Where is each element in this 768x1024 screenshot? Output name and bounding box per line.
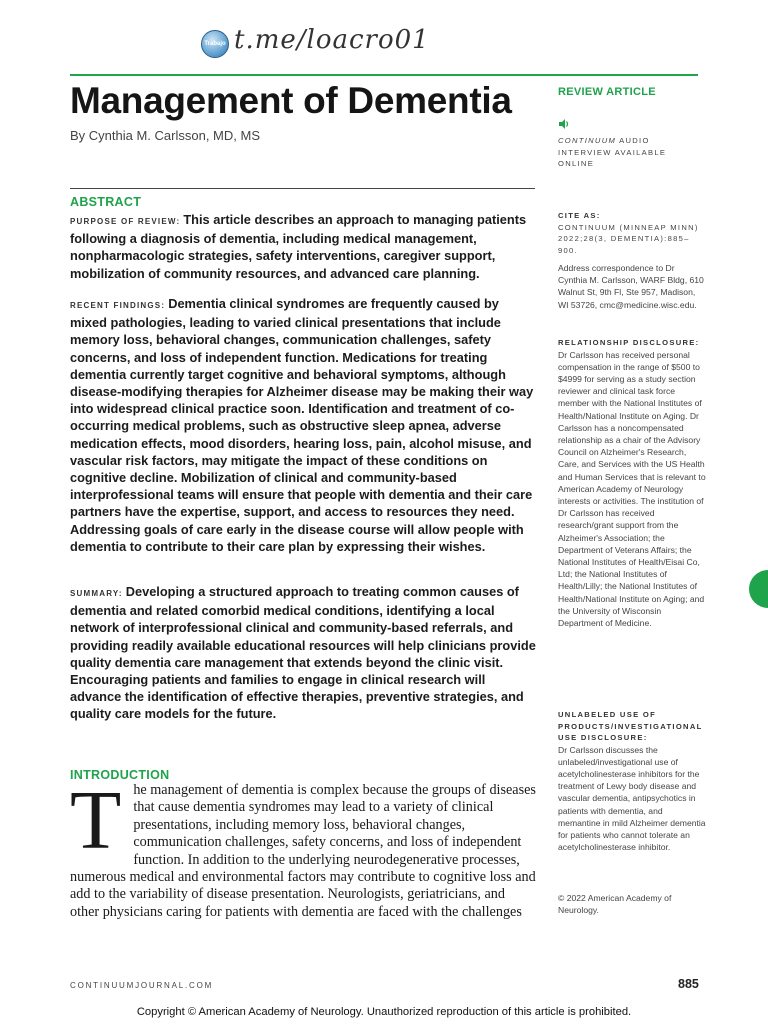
unlabeled-text: Dr Carlsson discusses the unlabeled/investigational use of acetylcholinesterase inhibitors for the treatment of Lewy body disease and vascular dementia, antipsychotics in patients with dementia, and memantine in mild Alzheimer dementia for patients who cannot tolerate an acetylcholinesterase inhibitor. <box>558 744 706 853</box>
cite-line-1: CONTINUUM (MINNEAP MINN) <box>558 222 699 232</box>
audio-line-2: INTERVIEW AVAILABLE <box>558 147 667 157</box>
audio-line-1: AUDIO <box>616 136 650 145</box>
abstract-heading: ABSTRACT <box>70 195 142 209</box>
watermark-text: t.me/loacro01 <box>234 25 430 55</box>
cite-line-2: 2022;28(3, DEMENTIA):885–900. <box>558 234 690 255</box>
audio-journal-name: CONTINUUM <box>558 136 617 145</box>
purpose-text: This article describes an approach to managing patients following a diagnosis of dementia, including medical management, nonpharmacologic strategies, safety interventions, caregiver support, mobilization of community resources, and advanced care planning. <box>70 212 527 281</box>
introduction-heading: INTRODUCTION <box>70 768 170 782</box>
findings-text: Dementia clinical syndromes are frequently caused by mixed pathologies, leading to varied clinical presentations that include memory loss, behavioral changes, communication challenges, safety concerns, and loss of independent function. Medications for treating dementia currently target cognitive and behavioral symptoms, although disease-modifying therapies for Alzheimer disease may be making their way into widespread clinical practice soon. Identification and treatment of co-occurring medical problems, such as obstructive sleep apnea, adverse medication effects, mood disorders, hearing loss, pain, alcohol misuse, and vascular risk factors, may mitigate the impact of these conditions on cognitive decline. Mobilization of clinical and community-based interprofessional teams will ensure that people with dementia and their care partners have the expertise, support, and access to resources they need. Addressing goals of care early in the disease course will allow people with dementia to contribute to their care plan by expressing their wishes. <box>70 296 534 554</box>
relationship-text: Dr Carlsson has received personal compensation in the range of $500 to $4999 for serving as a study section reviewer and clinical task force member with the National Institutes of Health/National Institute on Aging. Dr Carlsson has a noncompensated relationship as a chair of the Advisory Council on Alzheimer's Research, Care, and Services with the US Health and Human Services that is relevant to American Academy of Neurology interests or activities. The institution of Dr Carlsson has received research/grant support from the Alzheimer's Association; the Department of Veterans Affairs; the National Institutes of Health/Eisai Co, Ltd; the National Institutes of Health/Lilly; the National Institutes of Health/National Institute on Aging; and the University of Wisconsin Department of Medicine. <box>558 349 706 628</box>
purpose-label: PURPOSE OF REVIEW: <box>70 217 181 226</box>
footer-site[interactable]: CONTINUUMJOURNAL.COM <box>70 981 214 990</box>
relationship-label: RELATIONSHIP DISCLOSURE: <box>558 338 700 347</box>
cite-block <box>558 210 706 256</box>
section-tab-marker <box>749 570 768 608</box>
speaker-icon[interactable] <box>558 118 570 130</box>
unlabeled-label-1: UNLABELED USE OF <box>558 710 657 719</box>
summary-label: SUMMARY: <box>70 589 123 598</box>
cite-label: CITE AS: <box>558 211 601 220</box>
audio-interview-note <box>558 135 706 170</box>
unlabeled-label-2: PRODUCTS/INVESTIGATIONAL <box>558 721 703 731</box>
review-article-label: REVIEW ARTICLE <box>558 86 656 98</box>
top-rule <box>70 74 698 76</box>
dropcap: T <box>70 774 122 867</box>
correspondence-address: Address correspondence to Dr Cynthia M. Carlsson, WARF Bldg, 610 Walnut St, 9th Fl, Ste 957, Madison, WI 53726, cmc@medicine.wisc.edu. <box>558 263 704 310</box>
findings-label: RECENT FINDINGS: <box>70 301 166 310</box>
introduction-text: he management of dementia is complex because the groups of diseases that cause dementia syndromes may lead to a variety of clinical presentations, including memory loss, behavioral changes, communication challenges, safety concerns, and loss of independent function. In addition to the underlying neurodegenerative processes, numerous medical and environmental factors may contribute to cognitive loss and add to the variability of disease presentation. Neurologists, geriatricians, and other physicians caring for patients with dementia are faced with the challenges <box>70 782 536 920</box>
page-number: 885 <box>678 977 699 991</box>
abstract-rule <box>70 188 535 189</box>
abstract-summary <box>70 583 536 723</box>
relationship-disclosure <box>558 337 706 629</box>
unlabeled-label-3: USE DISCLOSURE: <box>558 733 648 742</box>
watermark-logo: Trabajo <box>201 30 229 58</box>
summary-text: Developing a structured approach to treating common causes of dementia and related comorbid medical conditions, identifying a local network of interprofessional clinical and community-based referrals, and providing readily available educational resources will help clinicians provide quality dementia care management that extends beyond the clinic visit. Encouraging patients and families to engage in clinical research will advance the identification of effective therapies, preventive strategies, and quality care models for the future. <box>70 584 536 722</box>
article-byline: By Cynthia M. Carlsson, MD, MS <box>70 128 260 143</box>
article-title: Management of Dementia <box>70 80 512 121</box>
audio-line-3: ONLINE <box>558 159 595 168</box>
copyright-note: © 2022 American Academy of Neurology. <box>558 893 672 916</box>
abstract-purpose <box>70 211 536 282</box>
copyright-footer: Copyright © American Academy of Neurology. Unauthorized reproduction of this article is prohibited. <box>136 1006 632 1018</box>
unlabeled-use-disclosure <box>558 709 706 853</box>
abstract-findings <box>70 295 536 555</box>
